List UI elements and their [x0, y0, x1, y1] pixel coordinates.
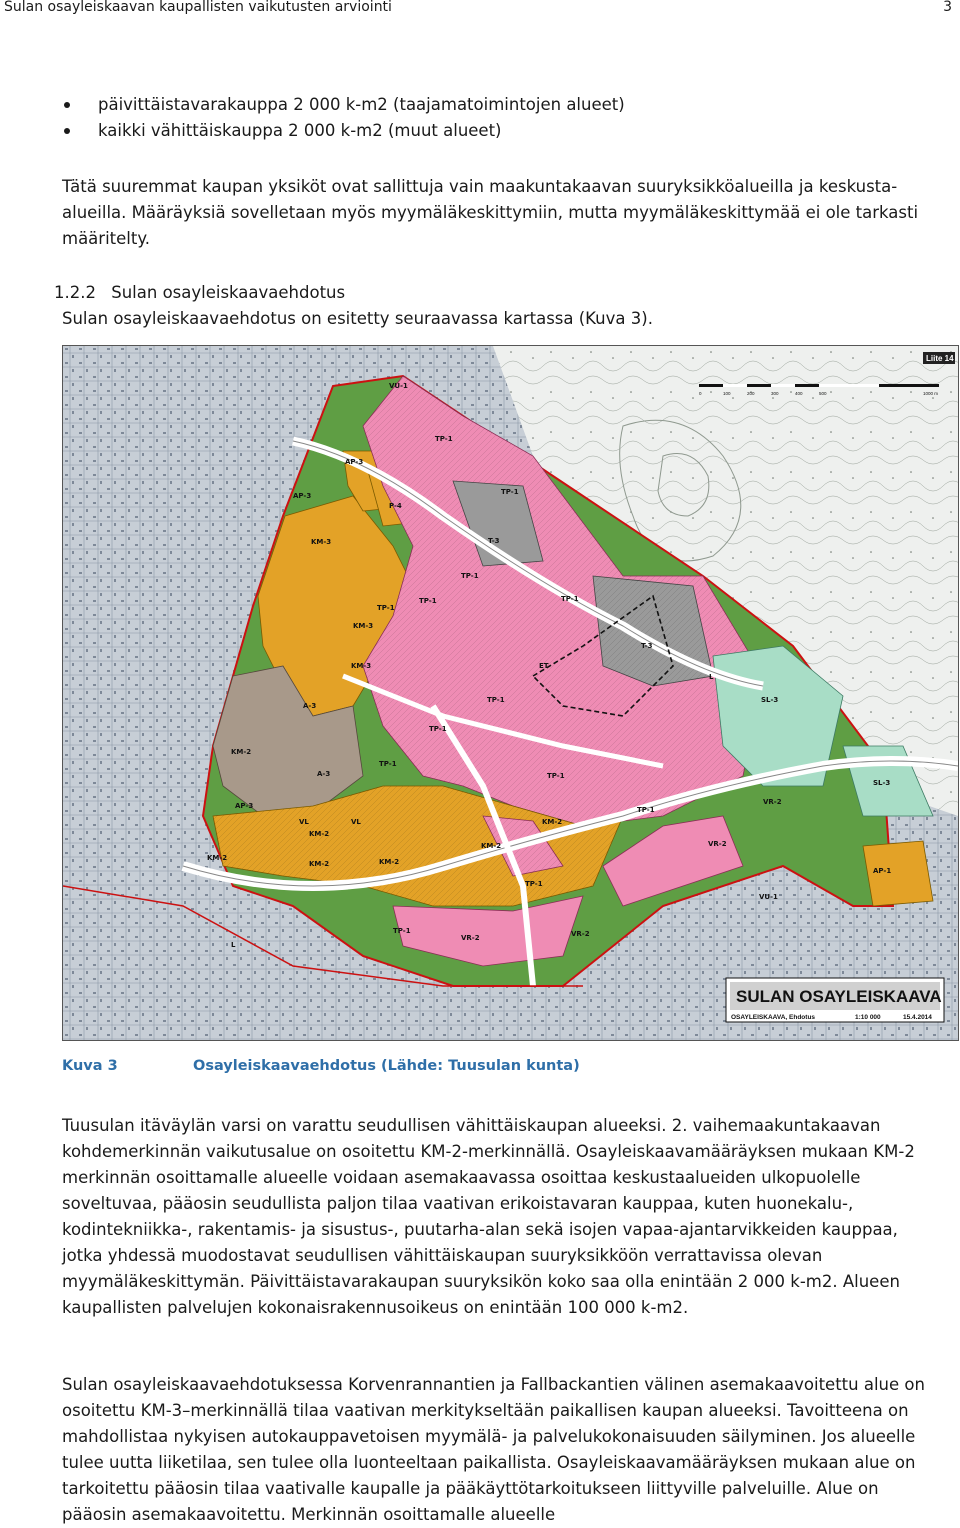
map-scale: 1:10 000 — [855, 1014, 881, 1021]
scale-tick: 500 — [819, 391, 827, 396]
zone-label: KM-2 — [309, 860, 330, 868]
page-number: 3 — [943, 0, 952, 15]
zone-label: TP-1 — [547, 772, 565, 780]
zone-label: SL-3 — [873, 779, 891, 787]
bullet-item: päivittäistavarakauppa 2 000 k-m2 (taajamatoimintojen alueet) — [62, 92, 922, 118]
caption-text: Osayleiskaavaehdotus (Lähde: Tuusulan kunta) — [193, 1058, 580, 1074]
zone-label: L — [709, 673, 714, 681]
scale-tick: 400 — [795, 391, 803, 396]
zone-label: VL — [351, 818, 361, 826]
paragraph: Sulan osayleiskaavaehdotuksessa Korvenrannantien ja Fallbackantien välinen asemakaavoitettu alue on osoitettu KM-3–merkinnällä tilaa vaativan merkitykseltään paikallisen kaupan alueeksi. Tavoitteena on mahdollistaa nykyisen autokauppavetoisen myymälä- ja palvelukokonaisuuden säilyminen. Jos alueelle tulee uutta liiketilaa, sen tulee olla luonteeltaan paikallista. Osayleiskaavamääräyksen mukaan alue on tarkoitettu pääosin tilaa vaativalle kaupalle ja pääkäyttötarkoitukseen liittyville palveluille. Alue on pääosin asemakaavoitettu. Merkinnän osoittamalle alueelle — [62, 1375, 925, 1524]
zone-label: KM-2 — [481, 842, 502, 850]
zone-label: KM-3 — [351, 662, 372, 670]
sheet-label: Liite 14 — [926, 354, 954, 363]
scale-tick: 200 — [747, 391, 755, 396]
zone-label: T-3 — [488, 537, 500, 545]
running-header — [0, 0, 960, 24]
zone-label: P-4 — [389, 502, 402, 510]
map-date: 15.4.2014 — [903, 1014, 932, 1021]
zone-label: KM-2 — [542, 818, 563, 826]
zone-label: VU-1 — [759, 893, 778, 901]
section-title: Sulan osayleiskaavaehdotus — [111, 283, 346, 302]
zone-label: TP-1 — [487, 696, 505, 704]
zone-label: A-3 — [317, 770, 331, 778]
zone-label: KM-2 — [207, 854, 228, 862]
zone-label: KM-3 — [311, 538, 332, 546]
zone-label: AP-3 — [345, 458, 364, 466]
bullet-list — [62, 92, 922, 144]
zone-label: A-3 — [303, 702, 317, 710]
zone-label: KM-3 — [353, 622, 374, 630]
scale-tick: 0 — [699, 391, 702, 396]
map-title: SULAN OSAYLEISKAAVA — [736, 987, 942, 1006]
zone-label: VL — [299, 818, 309, 826]
zone-label: TP-1 — [393, 927, 411, 935]
zone-label: VR-2 — [763, 798, 782, 806]
zone-label: TP-1 — [377, 604, 395, 612]
scale-tick: 300 — [771, 391, 779, 396]
paragraph: Tuusulan itäväylän varsi on varattu seudullisen vähittäiskaupan alueeksi. 2. vaihemaakuntakaavan kohdemerkinnän vaikutusalue on osoitettu KM-2-merkinnällä. Osayleiskaavamääräyksen mukaan KM-2 merkinnän osoittamalle alueelle voidaan asemakaavassa osoittaa keskustaalueiden ulkopuolelle soveltuvaa, pääosin seudullista paljon tilaa vaativan erikoistavaran kauppaa, kuten huonekalu-, kodintekniikka-, rakentamis- ja sisustus-, puutarha-alan sekä isojen vapaa-ajantarvikkeiden kauppaa, jotka yhdessä muodostavat seudullisen vähittäiskaupan suuryksikköön verrattavissa olevan myymäläkeskittymän. Päivittäistavarakaupan suuryksikön koko saa olla enintään 2 000 k-m2. Alueen kaupallisten palvelujen kokonaisrakennusoikeus on enintään 100 000 k-m2. — [62, 1116, 915, 1317]
zone-label: TP-1 — [461, 572, 479, 580]
zone-label: TP-1 — [501, 488, 519, 496]
document-title: Sulan osayleiskaavan kaupallisten vaikutusten arviointi — [4, 0, 392, 15]
section-title-line — [54, 280, 346, 306]
scale-tick: 100 — [723, 391, 731, 396]
zone-label: TP-1 — [525, 880, 543, 888]
zone-label: VR-2 — [461, 934, 480, 942]
zone-label: TP-1 — [429, 725, 447, 733]
zone-label: VR-2 — [708, 840, 727, 848]
zone-label: KM-2 — [309, 830, 330, 838]
zone-label: TP-1 — [435, 435, 453, 443]
zone-label: TP-1 — [561, 595, 579, 603]
zone-label: TP-1 — [379, 760, 397, 768]
zone-label: T-3 — [641, 642, 653, 650]
zone-label: KM-2 — [379, 858, 400, 866]
section-number: 1.2.2 — [54, 283, 96, 302]
zone-label: AP-3 — [293, 492, 312, 500]
zone-label: L — [231, 941, 236, 949]
zone-label: VU-1 — [389, 382, 408, 390]
paragraph: Tätä suuremmat kaupan yksiköt ovat sallittuja vain maakuntakaavan suuryksikköalueilla ja keskusta-alueilla. Määräyksiä sovelletaan myös myymäläkeskittymiin, mutta myymäläkeskittymää ei ole tarkasti määritelty. — [62, 177, 919, 248]
zone-label: AP-1 — [873, 867, 892, 875]
map-title-box — [726, 978, 944, 1022]
zone-label: TP-1 — [419, 597, 437, 605]
zone-label: VR-2 — [571, 930, 590, 938]
caption-label: Kuva 3 — [62, 1058, 118, 1074]
zone-label: AP-3 — [235, 802, 254, 810]
section-intro: Sulan osayleiskaavaehdotus on esitetty seuraavassa kartassa (Kuva 3). — [62, 309, 653, 328]
map-svg — [63, 346, 958, 1040]
zone-label: SL-3 — [761, 696, 779, 704]
zone-label: ET — [539, 662, 549, 670]
zone-label: KM-2 — [231, 748, 252, 756]
zone-label: TP-1 — [637, 806, 655, 814]
bullet-item: kaikki vähittäiskauppa 2 000 k-m2 (muut alueet) — [62, 118, 922, 144]
master-plan-map — [62, 345, 959, 1041]
scale-tick: 1000 m — [923, 391, 939, 396]
map-subtitle: OSAYLEISKAAVA, Ehdotus — [731, 1014, 816, 1021]
